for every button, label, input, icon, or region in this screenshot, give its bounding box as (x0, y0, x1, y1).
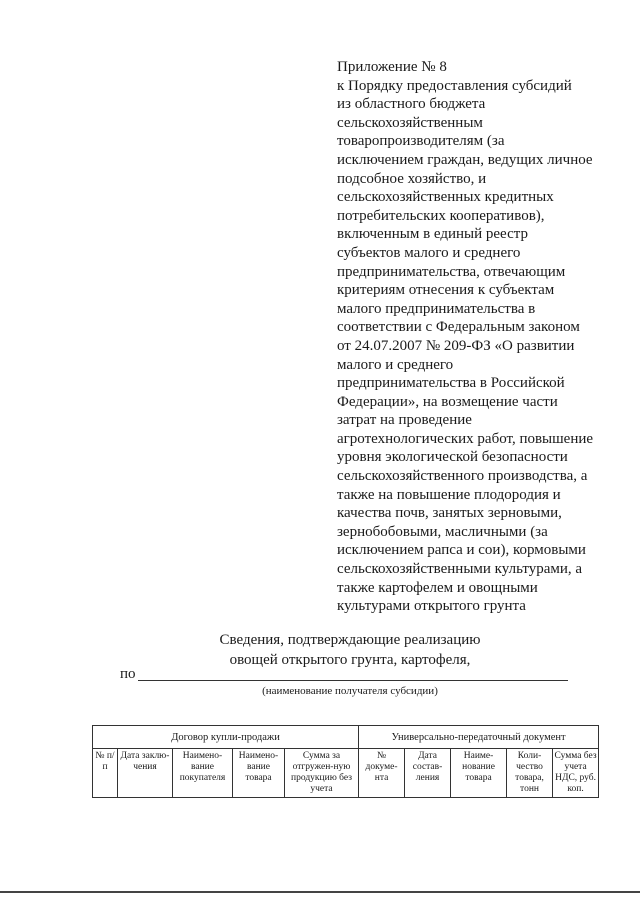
appendix-line: субъектов малого и среднего (337, 244, 521, 261)
recipient-fill-line (138, 680, 568, 681)
page-bottom-rule (0, 891, 640, 893)
column-header: № п/п (93, 749, 118, 798)
column-header: Дата заклю-чения (118, 749, 173, 798)
appendix-line: критериям отнесения к субъектам (337, 282, 555, 299)
appendix-line: сельскохозяйственного производства, а (337, 468, 588, 485)
appendix-line: уровня экологической безопасности (337, 449, 568, 466)
appendix-line: Приложение № 8 (337, 59, 447, 75)
appendix-line: к Порядку предоставления субсидий (337, 77, 572, 94)
appendix-line: сельскохозяйственным (337, 114, 483, 131)
appendix-line: товаропроизводителям (за (337, 133, 505, 150)
appendix-line: затрат на проведение (337, 412, 472, 429)
appendix-line: также на повышение плодородия и (337, 486, 561, 503)
heading-line-2: овощей открытого грунта, картофеля, (229, 652, 471, 668)
appendix-line: предпринимательства в Российской (337, 375, 565, 392)
appendix-line: агротехнологических работ, повышение (337, 430, 594, 447)
appendix-line: сельскохозяйственными культурами, а (337, 561, 583, 578)
column-header: Наимено-вание покупателя (173, 749, 233, 798)
appendix-line: включенным в единый реестр (337, 226, 528, 243)
appendix-line: качества почв, занятых зерновыми, (337, 505, 562, 522)
appendix-line: зернобобовыми, масличными (за (337, 523, 548, 540)
appendix-block (337, 58, 607, 616)
appendix-line: потребительских кооперативов), (337, 207, 545, 224)
column-header: Коли-чество товара, тонн (507, 749, 553, 798)
appendix-line: малого предпринимательства в (337, 300, 536, 317)
recipient-caption: (наименование получателя субсидии) (262, 685, 438, 697)
recipient-row (120, 666, 580, 686)
appendix-line: из областного бюджета (337, 96, 486, 113)
column-header: № докуме-нта (359, 749, 405, 798)
appendix-line: предпринимательства, отвечающим (337, 263, 566, 280)
appendix-line: исключением граждан, ведущих личное (337, 151, 593, 168)
appendix-line: от 24.07.2007 № 209-ФЗ «О развитии (337, 337, 575, 354)
appendix-line: малого и среднего (337, 356, 454, 373)
appendix-line: также картофелем и овощными (337, 579, 538, 596)
appendix-line: подсобное хозяйство, и (337, 170, 487, 187)
info-table (92, 725, 599, 798)
group-header-upd: Универсально-передаточный документ (359, 726, 599, 749)
column-header: Наимено-вание товара (233, 749, 285, 798)
column-header: Наиме-нование товара (451, 749, 507, 798)
recipient-prefix: по (120, 666, 136, 682)
document-heading (120, 630, 580, 670)
appendix-line: культурами открытого грунта (337, 598, 526, 615)
appendix-line: Федерации», на возмещение части (337, 393, 558, 410)
appendix-line: исключением рапса и сои), кормовыми (337, 542, 586, 559)
appendix-line: сельскохозяйственных кредитных (337, 189, 554, 206)
column-header: Дата состав-ления (405, 749, 451, 798)
group-header-contract: Договор купли-продажи (93, 726, 359, 749)
heading-line-1: Сведения, подтверждающие реализацию (219, 632, 481, 648)
column-header: Сумма за отгружен-ную продукцию без учета (285, 749, 359, 798)
column-header: Сумма без учета НДС, руб. коп. (553, 749, 599, 798)
appendix-line: соответствии с Федеральным законом (337, 319, 580, 336)
